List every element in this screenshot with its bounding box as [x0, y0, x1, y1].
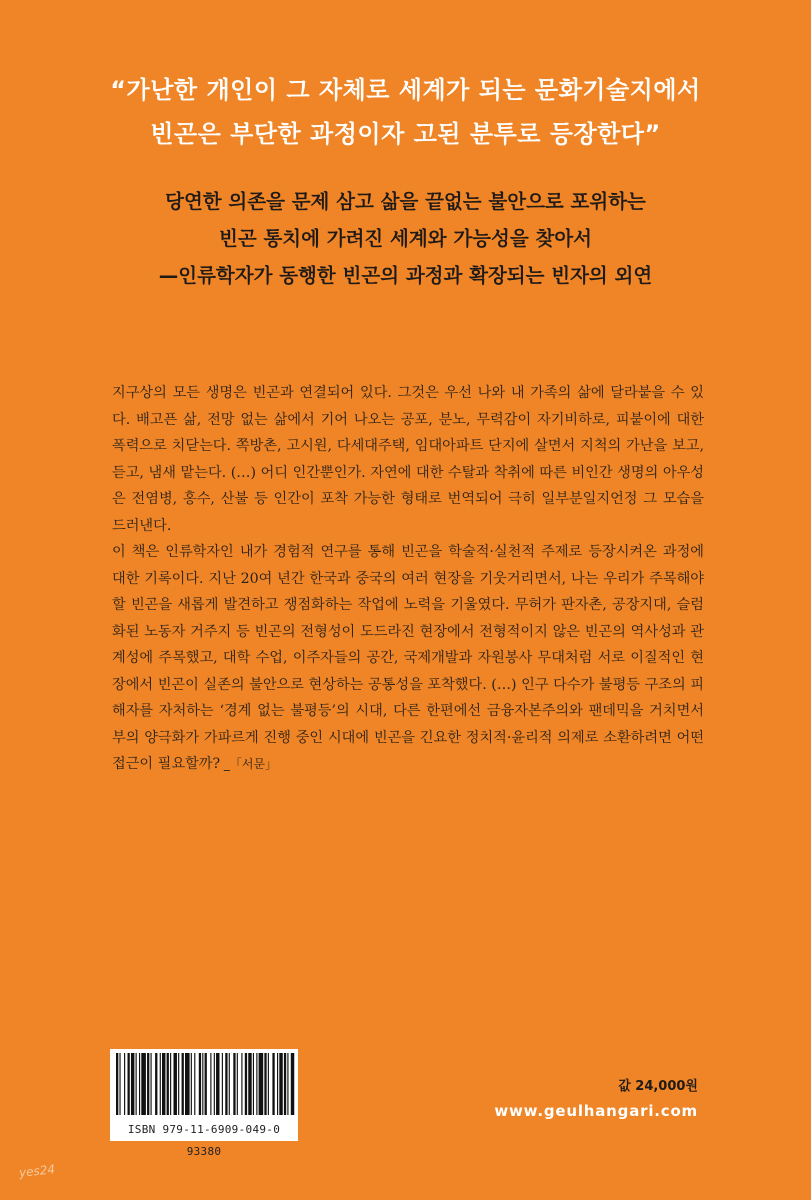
pull-quote-line-1: “가난한 개인이 그 자체로 세계가 되는 문화기술지에서	[110, 76, 701, 104]
barcode-bar	[216, 1053, 219, 1115]
barcode-bar	[136, 1053, 137, 1115]
price: 값 24,000원	[618, 1079, 698, 1094]
barcode-bar	[214, 1053, 215, 1115]
barcode-bar	[162, 1053, 165, 1115]
subheading-line-3: —인류학자가 동행한 빈곤의 과정과 확장되는 빈자의 외연	[158, 264, 653, 287]
barcode-bar	[170, 1053, 171, 1115]
barcode	[110, 1049, 298, 1158]
barcode-bar	[237, 1053, 238, 1115]
barcode-bar	[284, 1053, 286, 1115]
excerpt-source: _「서문」	[220, 757, 278, 771]
barcode-bar	[155, 1053, 157, 1115]
barcode-bar	[174, 1053, 177, 1115]
barcode-bar	[119, 1053, 120, 1115]
barcode-bar	[259, 1053, 264, 1115]
price-block	[494, 1073, 698, 1121]
publisher-website: www.geulhangari.com	[494, 1102, 698, 1120]
barcode-bar	[279, 1053, 282, 1115]
barcode-bar	[191, 1053, 192, 1115]
barcode-bar	[151, 1053, 152, 1115]
barcode-bar	[160, 1053, 161, 1115]
barcode-bar	[268, 1053, 269, 1115]
barcode-bar	[264, 1053, 266, 1115]
barcode-bar	[199, 1053, 201, 1115]
barcode-bar	[178, 1053, 179, 1115]
subheading	[0, 183, 811, 294]
barcode-bars	[110, 1049, 298, 1119]
barcode-bar	[229, 1053, 230, 1115]
barcode-bar	[202, 1053, 203, 1115]
barcode-bar	[124, 1053, 125, 1115]
barcode-bar	[245, 1053, 247, 1115]
barcode-bar	[116, 1053, 118, 1115]
excerpt-paragraph-1: 지구상의 모든 생명은 빈곤과 연결되어 있다. 그것은 우선 나와 내 가족의 삶에 달라붙을 수 있다. 배고픈 삶, 전망 없는 삶에서 기어 나오는 공포, 분노, 무력감이 자기비하로, 피붙이에 대한 폭력으로 치닫는다. 쪽방촌, 고시원, 다세대주택, 임대아파트 단지에 살면서 지척의 가난을 보고, 듣고, 냄새 맡는다. (…) 어디 인간뿐인가. 자연에 대한 수탈과 착취에 따른 비인간 생명의 아우성은 전염병, 홍수, 산불 등 인간이 포착 가능한 형태로 번역되어 극히 일부분일지언정 그 모습을 드러낸다.	[112, 385, 704, 534]
isbn-number: ISBN 979-11-6909-049-0 93380	[110, 1119, 298, 1141]
barcode-bar	[256, 1053, 257, 1115]
excerpt-paragraph-2-text: 이 책은 인류학자인 내가 경험적 연구를 통해 빈곤을 학술적·실천적 주제로 등장시켜온 과정에 대한 기록이다. 지난 20여 년간 한국과 중국의 여러 현장을 기웃거리면서, 나는 우리가 주목해야 할 빈곤을 새롭게 발견하고 쟁점화하는 작업에 노력을 기울였다. 무허가 판자촌, 공장지대, 슬럼화된 노동자 거주지 등 빈곤의 전형성이 도드라진 현장에서 전형적이지 않은 빈곤의 역사성과 관계성에 주목했고, 대학 수업, 이주자들의 공간, 국제개발과 자원봉사 무대처럼 서로 이질적인 현장에서 빈곤이 실존의 불안으로 현상하는 공통성을 포착했다. (…) 인구 다수가 불평등 구조의 피해자를 자처하는 ‘경계 없는 불평등’의 시대, 다른 한편에선 금융자본주의와 팬데믹을 거치면서 부의 양극화가 가파르게 진행 중인 시대에 빈곤을 긴요한 정치적·윤리적 의제로 소환하려면 어떤 접근이 필요할까?	[112, 544, 704, 772]
barcode-bar	[128, 1053, 130, 1115]
pull-quote	[0, 68, 811, 156]
barcode-bar	[185, 1053, 190, 1115]
barcode-bar	[272, 1053, 274, 1115]
barcode-bar	[253, 1053, 254, 1115]
barcode-bar	[139, 1053, 140, 1115]
barcode-bar	[182, 1053, 184, 1115]
barcode-bar	[131, 1053, 134, 1115]
barcode-bar	[233, 1053, 235, 1115]
excerpt-paragraph-2	[112, 539, 704, 778]
barcode-bar	[205, 1053, 207, 1115]
barcode-bar	[194, 1053, 195, 1115]
barcode-bar	[277, 1053, 278, 1115]
barcode-bar	[287, 1053, 288, 1115]
subheading-line-2: 빈곤 통치에 가려진 세계와 가능성을 찾아서	[218, 227, 592, 250]
barcode-bar	[225, 1053, 227, 1115]
watermark: yes24	[18, 1162, 56, 1180]
barcode-bar	[248, 1053, 251, 1115]
barcode-bar	[141, 1053, 146, 1115]
barcode-bar	[241, 1053, 242, 1115]
pull-quote-line-2: 빈곤은 부단한 과정이자 고된 분투로 등장한다”	[150, 120, 661, 148]
barcode-bar	[210, 1053, 211, 1115]
barcode-bar	[222, 1053, 223, 1115]
barcode-bar	[147, 1053, 149, 1115]
subheading-line-1: 당연한 의존을 문제 삼고 삶을 끝없는 불안으로 포위하는	[165, 190, 646, 213]
barcode-bar	[291, 1053, 294, 1115]
excerpt-text	[112, 380, 704, 778]
barcode-bar	[167, 1053, 169, 1115]
